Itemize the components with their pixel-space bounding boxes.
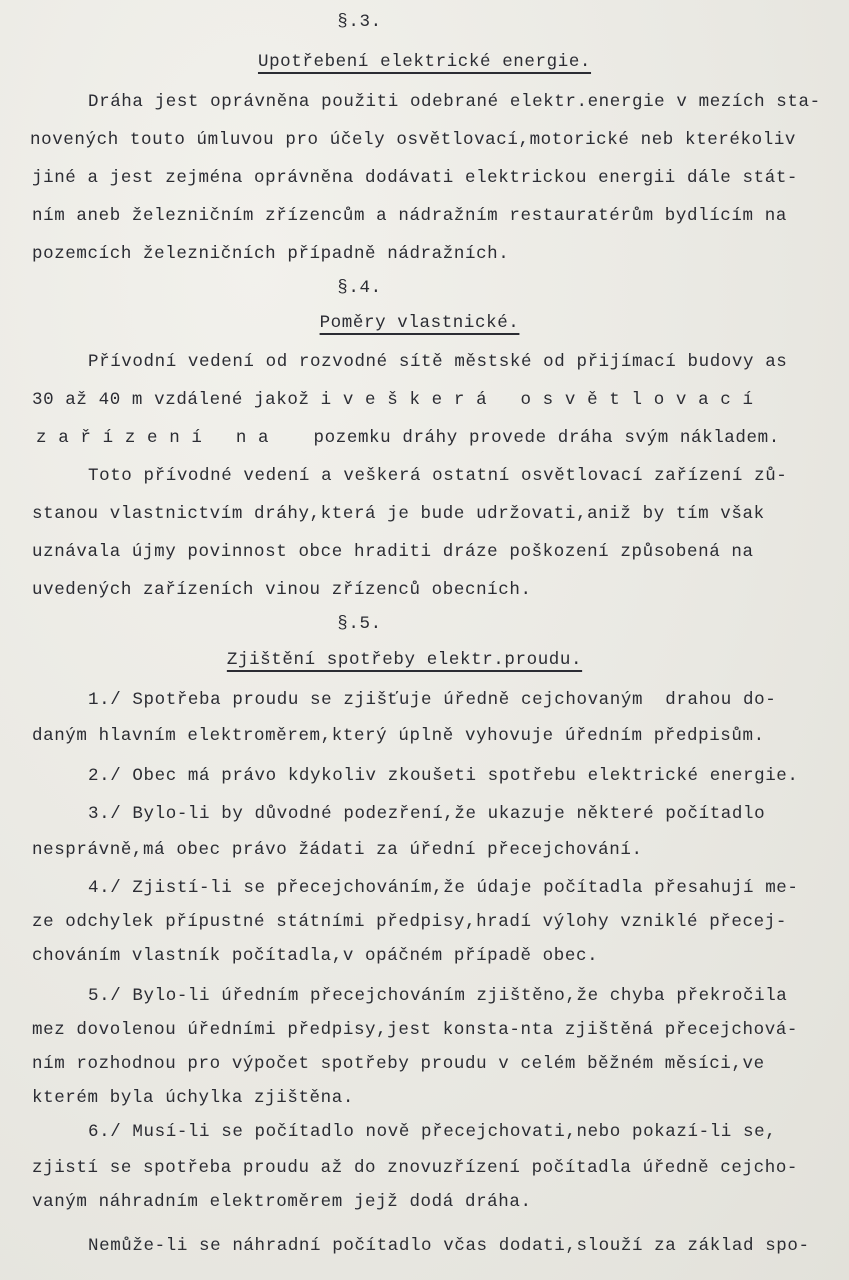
text-line: Přívodní vedení od rozvodné sítě městské od přijímací budovy as: [88, 352, 788, 372]
text-line: 4./ Zjistí-li se přecejchováním,že údaje počítadla přesahují me-: [88, 878, 799, 898]
text-line: kterém byla úchylka zjištěna.: [32, 1088, 354, 1108]
text-line: z a ř í z e n í n a pozemku dráhy provede dráha svým nákladem.: [36, 428, 780, 448]
section-number: §.3.: [337, 12, 382, 32]
text-line: ze odchylek přípustné státními předpisy,hradí výlohy vzniklé přecej-: [32, 912, 787, 932]
text-line: chováním vlastník počítadla,v opáčném případě obec.: [32, 946, 599, 966]
text-line: vaným náhradním elektroměrem jejž dodá dráha.: [32, 1192, 532, 1212]
text-line: novených touto úmluvou pro účely osvětlovací,motorické neb kterékoliv: [30, 130, 797, 150]
text-line: 1./ Spotřeba proudu se zjišťuje úředně cejchovaným drahou do-: [88, 690, 777, 710]
text-line: Toto přívodné vedení a veškerá ostatní osvětlovací zařízení zů-: [88, 466, 788, 486]
text-line: 2./ Obec má právo kdykoliv zkoušeti spotřebu elektrické energie.: [88, 766, 799, 786]
text-line: Nemůže-li se náhradní počítadlo včas dodati,slouží za základ spo-: [88, 1236, 810, 1256]
text-line: nesprávně,má obec právo žádati za úřední přecejchování.: [32, 840, 643, 860]
text-line: uvedených zařízeních vinou zřízenců obecních.: [32, 580, 532, 600]
text-line: jiné a jest zejména oprávněna dodávati elektrickou energii dále stát-: [32, 168, 799, 188]
section-title: Poměry vlastnické.: [319, 313, 520, 333]
section-title: Zjištění spotřeby elektr.proudu.: [226, 650, 583, 670]
text-line: 6./ Musí-li se počítadlo nově přecejchovati,nebo pokazí-li se,: [88, 1122, 777, 1142]
text-line: uznávala újmy povinnost obce hraditi dráze poškození způsobená na: [32, 542, 754, 562]
text-line: ním aneb železničním zřízencům a nádražním restauratérům bydlícím na: [32, 206, 787, 226]
text-line: 30 až 40 m vzdálené jakož i v e š k e r á o s v ě t l o v a c í: [32, 390, 754, 410]
section-title: Upotřebení elektrické energie.: [257, 52, 592, 72]
text-line: ním rozhodnou pro výpočet spotřeby proudu v celém běžném měsíci,ve: [32, 1054, 765, 1074]
text-line: daným hlavním elektroměrem,který úplně vyhovuje úředním předpisům.: [32, 726, 765, 746]
text-line: 3./ Bylo-li by důvodné podezření,že ukazuje některé počítadlo: [88, 804, 766, 824]
section-number: §.4.: [337, 278, 382, 298]
text-line: stanou vlastnictvím dráhy,která je bude udržovati,aniž by tím však: [32, 504, 765, 524]
section-number: §.5.: [337, 614, 382, 634]
text-line: mez dovolenou úředními předpisy,jest konsta-nta zjištěná přecejchová-: [32, 1020, 799, 1040]
text-line: 5./ Bylo-li úředním přecejchováním zjištěno,že chyba překročila: [88, 986, 788, 1006]
text-line: zjistí se spotřeba proudu až do znovuzřízení počítadla úředně cejcho-: [32, 1158, 799, 1178]
text-line: pozemcích železničních případně nádražních.: [32, 244, 510, 264]
text-line: Dráha jest oprávněna použiti odebrané elektr.energie v mezích sta-: [88, 92, 821, 112]
